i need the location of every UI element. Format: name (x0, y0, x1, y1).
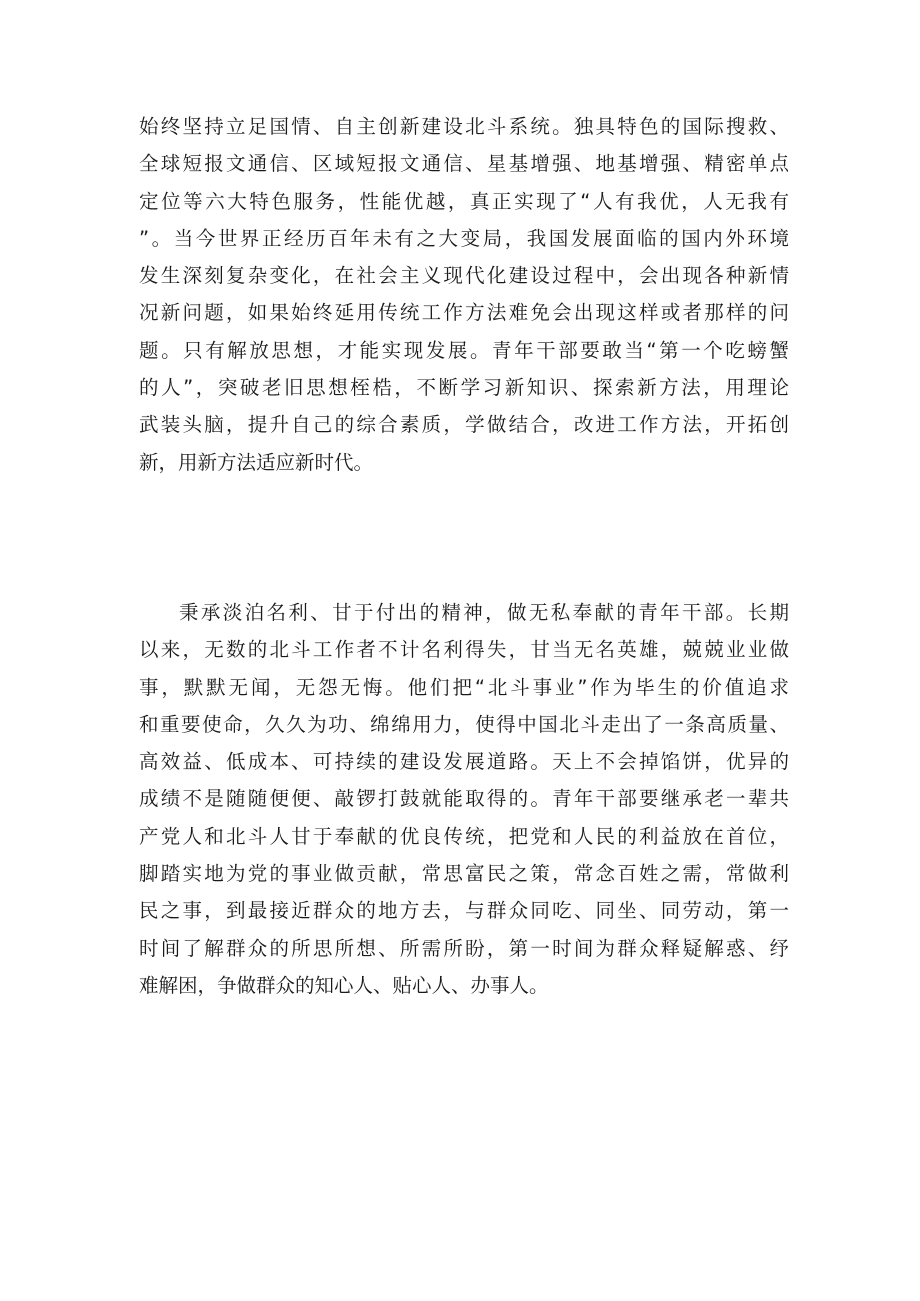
paragraph-2-line: 和重要使命，久久为功、绵绵用力，使得中国北斗走出了一条高质量、 (139, 712, 789, 736)
paragraph-1 (139, 108, 789, 481)
paragraph-1-line: 新，用新方法适应新时代。 (139, 450, 374, 474)
paragraph-1-line: 发生深刻复杂变化，在社会主义现代化建设过程中，会出现各种新情 (139, 264, 789, 288)
paragraph-2-line: 高效益、低成本、可持续的建设发展道路。天上不会掉馅饼，优异的 (139, 750, 789, 774)
paragraph-1-line: ”。当今世界正经历百年未有之大变局，我国发展面临的国内外环境 (139, 226, 789, 250)
paragraph-2-line: 民之事，到最接近群众的地方去，与群众同吃、同坐、同劳动，第一 (139, 899, 789, 923)
paragraph-2-line: 事，默默无闻，无怨无悔。他们把“北斗事业”作为毕生的价值追求 (139, 675, 789, 699)
paragraph-1-line: 全球短报文通信、区域短报文通信、星基增强、地基增强、精密单点 (139, 152, 789, 176)
paragraph-2-line: 秉承淡泊名利、甘于付出的精神，做无私奉献的青年干部。长期 (179, 601, 789, 624)
paragraph-2-line: 时间了解群众的所思所想、所需所盼，第一时间为群众释疑解惑、纾 (139, 936, 789, 960)
paragraph-2-line: 以来，无数的北斗工作者不计名利得失，甘当无名英雄，兢兢业业做 (139, 638, 789, 662)
paragraph-1-line: 定位等六大特色服务，性能优越，真正实现了“人有我优，人无我有 (139, 189, 789, 213)
paragraph-2-line: 成绩不是随随便便、敲锣打鼓就能取得的。青年干部要继承老一辈共 (139, 787, 789, 811)
paragraph-1-line: 题。只有解放思想，才能实现发展。青年干部要敢当“第一个吃螃蟹 (139, 338, 789, 362)
paragraph-1-line: 武装头脑，提升自己的综合素质，学做结合，改进工作方法，开拓创 (139, 413, 789, 437)
paragraph-1-line: 的人”，突破老旧思想桎梏，不断学习新知识、探索新方法，用理论 (139, 376, 789, 400)
paragraph-1-line: 况新问题，如果始终延用传统工作方法难免会出现这样或者那样的问 (139, 301, 789, 325)
paragraph-1-line: 始终坚持立足国情、自主创新建设北斗系统。独具特色的国际搜救、 (139, 115, 789, 138)
paragraph-2-line: 难解困，争做群众的知心人、贴心人、办事人。 (139, 973, 549, 997)
paragraph-2-line: 脚踏实地为党的事业做贡献，常思富民之策，常念百姓之需，常做利 (139, 862, 789, 886)
paragraph-2-line: 产党人和北斗人甘于奉献的优良传统，把党和人民的利益放在首位， (139, 824, 789, 848)
paragraph-2 (139, 594, 789, 1004)
